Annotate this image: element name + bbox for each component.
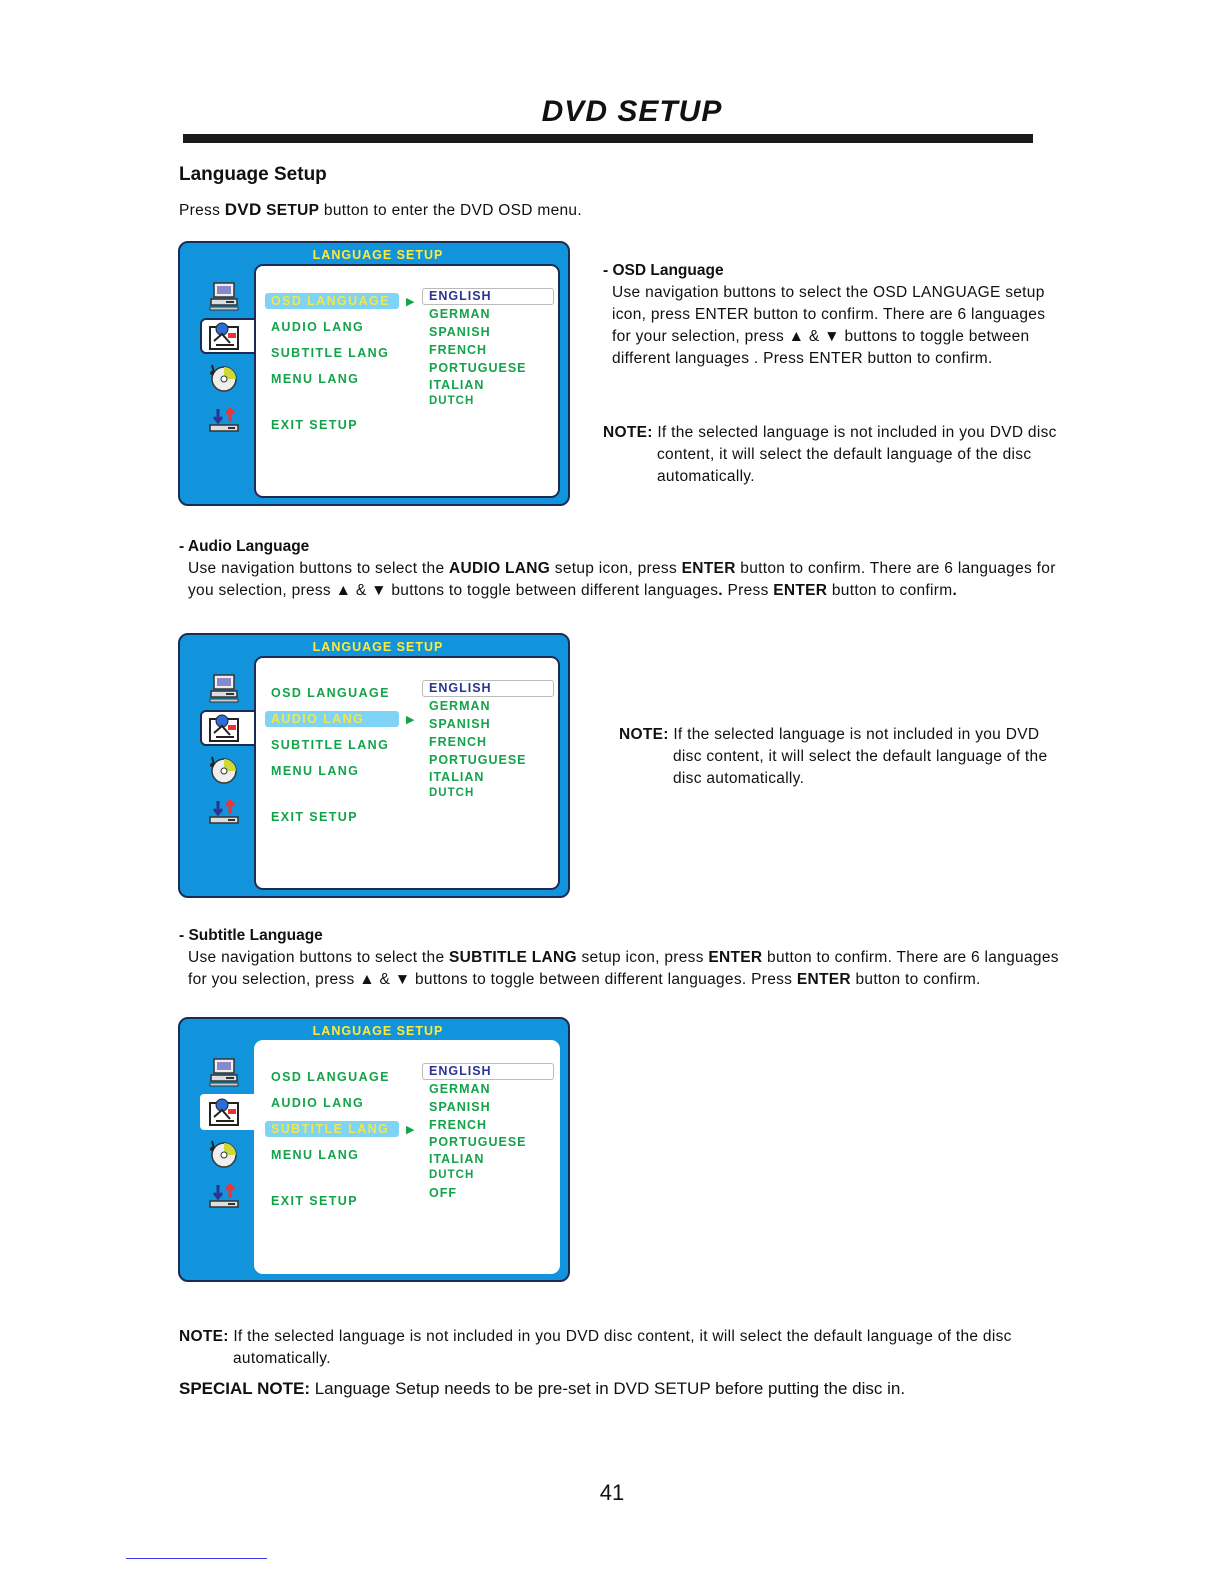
menu-item-menu-lang[interactable]: MENU LANG [271,1148,360,1162]
title-rule [183,134,1033,143]
language-option-german[interactable]: GERMAN [429,699,491,713]
language-option-italian[interactable]: ITALIAN [429,378,485,392]
disc-icon[interactable] [208,363,240,393]
disc-icon[interactable] [208,1139,240,1169]
bottom-note-cont: automatically. [233,1350,331,1367]
osd-language-note: NOTE: If the selected language is not included in you DVD disc [603,424,1057,441]
page-title: DVD SETUP [541,95,723,128]
special-note: SPECIAL NOTE: Language Setup needs to be pre-set in DVD SETUP before putting the disc in. [179,1379,906,1398]
language-option-french[interactable]: FRENCH [429,1118,488,1132]
language-option-portuguese[interactable]: PORTUGUESE [429,753,527,767]
menu-item-exit-setup[interactable]: EXIT SETUP [271,418,358,432]
exit-icon[interactable] [208,799,240,829]
audio-language-body: Use navigation buttons to select the AUDIO LANG setup icon, press ENTER button to confirm. There are 6 languages for you selection, press ▲ & ▼ buttons to toggle between different languages. Press ENTER button to confirm. [188,560,1056,599]
exit-icon[interactable] [208,407,240,437]
menu-item-audio-lang[interactable]: AUDIO LANG [271,712,365,726]
audio-language-heading: - Audio Language [179,538,310,555]
language-option-french[interactable]: FRENCH [429,343,488,357]
osd-language-body: Use navigation buttons to select the OSD LANGUAGE setup icon, press ENTER button to confirm. There are 6 languages for your selection, press ▲ & ▼ buttons to toggle between different languages . Press ENTER button to confirm. [612,284,1046,367]
osd-menu-subtitle-lang [178,1017,570,1282]
audio-language-note: NOTE: If the selected language is not included in you DVD [619,726,1040,743]
page-number: 41 [599,1480,625,1505]
play-arrow-icon: ▶ [406,296,415,308]
language-option-portuguese[interactable]: PORTUGUESE [429,361,527,375]
language-option-german[interactable]: GERMAN [429,1082,491,1096]
osd-title: LANGUAGE SETUP [312,1024,444,1038]
menu-item-audio-lang[interactable]: AUDIO LANG [271,1096,365,1110]
language-option-german[interactable]: GERMAN [429,307,491,321]
down-arrow-icon: ▼ [394,971,411,988]
language-option-italian[interactable]: ITALIAN [429,1152,485,1166]
language-option-dutch[interactable]: DUTCH [429,787,475,799]
osd-language-note-cont: content, it will select the default language of the disc automatically. [657,446,1032,485]
up-arrow-icon: ▲ [335,582,352,599]
language-option-spanish[interactable]: SPANISH [429,1100,491,1114]
language-option-dutch[interactable]: DUTCH [429,395,475,407]
menu-item-osd-language[interactable]: OSD LANGUAGE [271,686,390,700]
menu-item-osd-language[interactable]: OSD LANGUAGE [271,1070,390,1084]
language-icon[interactable] [208,321,240,351]
osd-language-heading: - OSD Language [603,262,724,279]
language-icon[interactable] [208,713,240,743]
language-option-english[interactable]: ENGLISH [429,289,492,303]
menu-item-menu-lang[interactable]: MENU LANG [271,372,360,386]
language-option-spanish[interactable]: SPANISH [429,325,491,339]
disc-icon[interactable] [208,755,240,785]
language-option-french[interactable]: FRENCH [429,735,488,749]
osd-title: LANGUAGE SETUP [312,640,444,654]
play-arrow-icon: ▶ [406,714,415,726]
computer-icon[interactable] [208,673,240,703]
language-option-english[interactable]: ENGLISH [429,681,492,695]
up-arrow-icon: ▲ [359,971,375,988]
play-arrow-icon: ▶ [406,1124,415,1136]
menu-item-menu-lang[interactable]: MENU LANG [271,764,360,778]
language-option-off[interactable]: OFF [429,1186,457,1200]
menu-item-exit-setup[interactable]: EXIT SETUP [271,810,358,824]
bottom-note: NOTE: If the selected language is not included in you DVD disc content, it will select the default language of the disc [179,1328,1012,1345]
subtitle-language-heading: - Subtitle Language [179,927,323,944]
osd-title: LANGUAGE SETUP [312,248,444,262]
language-option-italian[interactable]: ITALIAN [429,770,485,784]
osd-menu-osd-language [178,241,570,506]
down-arrow-icon: ▼ [371,582,387,599]
intro-text: Press DVD SETUP button to enter the DVD OSD menu. [179,200,582,219]
language-option-english[interactable]: ENGLISH [429,1064,492,1078]
menu-item-exit-setup[interactable]: EXIT SETUP [271,1194,358,1208]
menu-item-subtitle-lang[interactable]: SUBTITLE LANG [271,1122,390,1136]
menu-item-subtitle-lang[interactable]: SUBTITLE LANG [271,738,390,752]
computer-icon[interactable] [208,1057,240,1087]
language-option-dutch[interactable]: DUTCH [429,1169,475,1181]
menu-item-osd-language[interactable]: OSD LANGUAGE [271,294,390,308]
footer-line [126,1558,267,1559]
exit-icon[interactable] [208,1183,240,1213]
computer-icon[interactable] [208,281,240,311]
osd-menu-audio-lang [178,633,570,898]
audio-language-note-cont: disc content, it will select the default language of the disc automatically. [673,748,1048,787]
down-arrow-icon: ▼ [824,328,840,345]
language-option-portuguese[interactable]: PORTUGUESE [429,1135,527,1149]
up-arrow-icon: ▲ [788,328,805,345]
language-icon[interactable] [208,1097,240,1127]
menu-item-subtitle-lang[interactable]: SUBTITLE LANG [271,346,390,360]
menu-item-audio-lang[interactable]: AUDIO LANG [271,320,365,334]
language-option-spanish[interactable]: SPANISH [429,717,491,731]
subtitle-language-body: Use navigation buttons to select the SUBTITLE LANG setup icon, press ENTER button to confirm. There are 6 languages for you selection, press ▲ & ▼ buttons to toggle between different languages. Press ENTER button to confirm. [188,949,1059,988]
section-heading: Language Setup [179,164,327,185]
